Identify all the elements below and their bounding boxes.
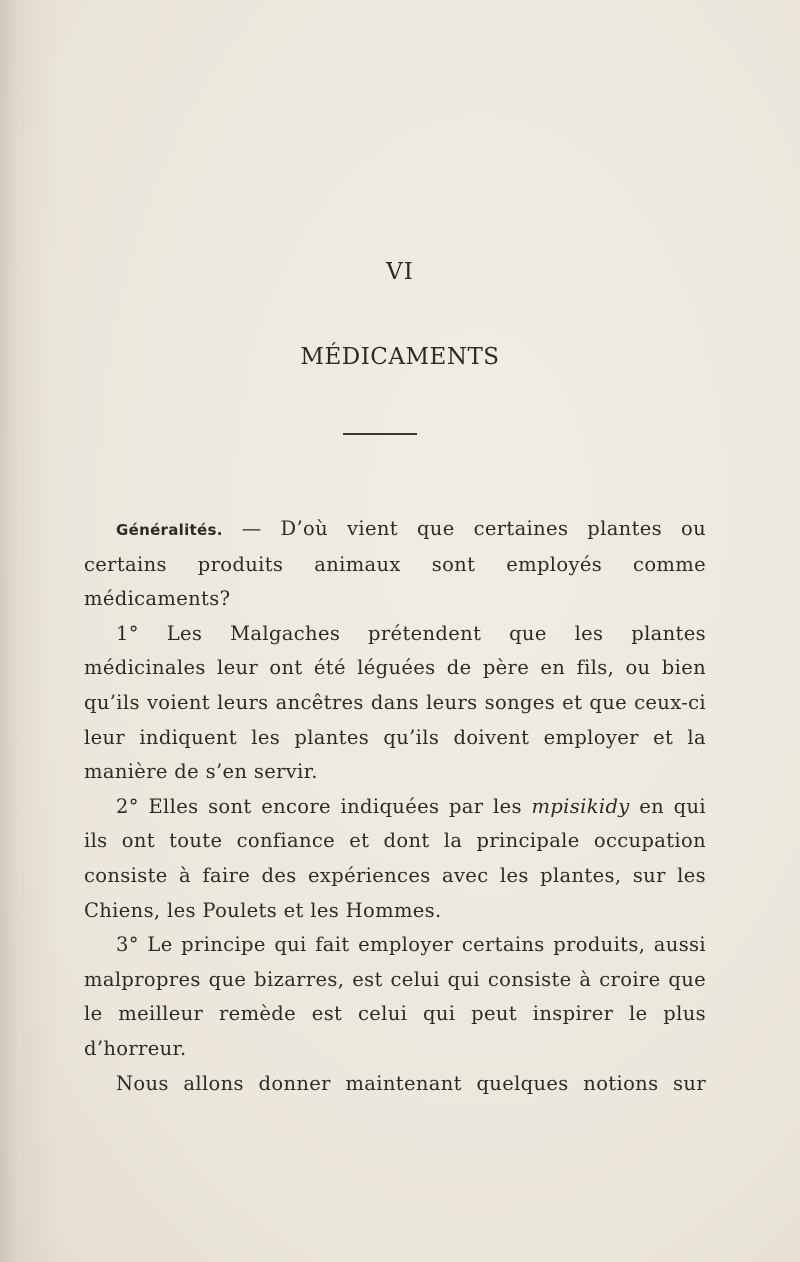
paragraph-text: — D’où vient que certaines plantes ou certains produits animaux sont employés comme médicaments? bbox=[84, 517, 706, 611]
chapter-title: MÉDICAMENTS bbox=[300, 344, 500, 370]
paragraph-generalites bbox=[84, 512, 706, 617]
title-divider-rule bbox=[343, 433, 417, 435]
paragraph-text: en qui ils ont toute confiance et dont la principale occupation consiste à faire des expériences avec les plantes, sur les Chiens, les Poulets et les Hommes. bbox=[84, 794, 706, 922]
body-text bbox=[84, 512, 706, 1101]
italic-term: mpisikidy bbox=[531, 794, 630, 818]
run-in-heading: Généralités. bbox=[116, 521, 223, 539]
paragraph-point-2 bbox=[84, 790, 706, 928]
paragraph-point-1 bbox=[84, 617, 706, 790]
chapter-number: VI bbox=[386, 259, 414, 285]
paragraph-text: 3° Le principe qui fait employer certains produits, aussi malpropres que bizarres, est celui qui consiste à croire que le meilleur remède est celui qui peut inspirer le plus d’horreur. bbox=[84, 933, 706, 1060]
paragraph-text: 2° Elles sont encore indiquées par les bbox=[116, 794, 532, 818]
paragraph-point-3 bbox=[84, 928, 706, 1066]
paragraph-text: 1° Les Malgaches prétendent que les plantes médicinales leur ont été léguées de père en fils, ou bien qu’ils voient leurs ancêtres dans leurs songes et que ceux-ci leur indiquent les plantes qu’ils doivent employer et la manière de s’en servir. bbox=[84, 621, 706, 784]
paragraph-text: Nous allons donner maintenant quelques notions sur bbox=[116, 1071, 706, 1095]
paragraph-continuation bbox=[84, 1067, 706, 1102]
